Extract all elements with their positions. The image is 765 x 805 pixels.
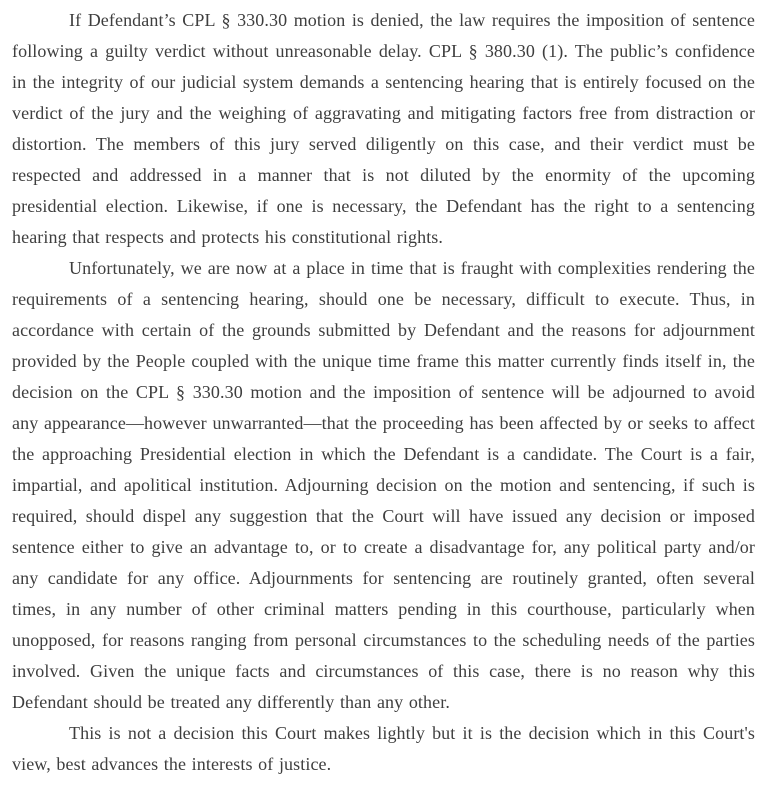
paragraph-closing-statement: This is not a decision this Court makes lightly but it is the decision which in this Court's view, best advances the interests of justice. xyxy=(12,723,755,774)
paragraph-sentencing-requirement: If Defendant’s CPL § 330.30 motion is denied, the law requires the imposition of sentence following a guilty verdict without unreasonable delay. CPL § 380.30 (1). The public’s confidence in the integrity of our judicial system demands a sentencing hearing that is entirely focused on the verdict of the jury and the weighing of aggravating and mitigating factors free from distraction or distortion. The members of this jury served diligently on this case, and their verdict must be respected and addressed in a manner that is not diluted by the enormity of the upcoming presidential election. Likewise, if one is necessary, the Defendant has the right to a sentencing hearing that respects and protects his constitutional rights. xyxy=(12,10,755,247)
document-body xyxy=(12,5,755,780)
paragraph-adjournment-reasoning: Unfortunately, we are now at a place in time that is fraught with complexities rendering the requirements of a sentencing hearing, should one be necessary, difficult to execute. Thus, in accordance with certain of the grounds submitted by Defendant and the reasons for adjournment provided by the People coupled with the unique time frame this matter currently finds itself in, the decision on the CPL § 330.30 motion and the imposition of sentence will be adjourned to avoid any appearance—however unwarranted—that the proceeding has been affected by or seeks to affect the approaching Presidential election in which the Defendant is a candidate. The Court is a fair, impartial, and apolitical institution. Adjourning decision on the motion and sentencing, if such is required, should dispel any suggestion that the Court will have issued any decision or imposed sentence either to give an advantage to, or to create a disadvantage for, any political party and/or any candidate for any office. Adjournments for sentencing are routinely granted, often several times, in any number of other criminal matters pending in this courthouse, particularly when unopposed, for reasons ranging from personal circumstances to the scheduling needs of the parties involved. Given the unique facts and circumstances of this case, there is no reason why this Defendant should be treated any differently than any other. xyxy=(12,258,755,712)
